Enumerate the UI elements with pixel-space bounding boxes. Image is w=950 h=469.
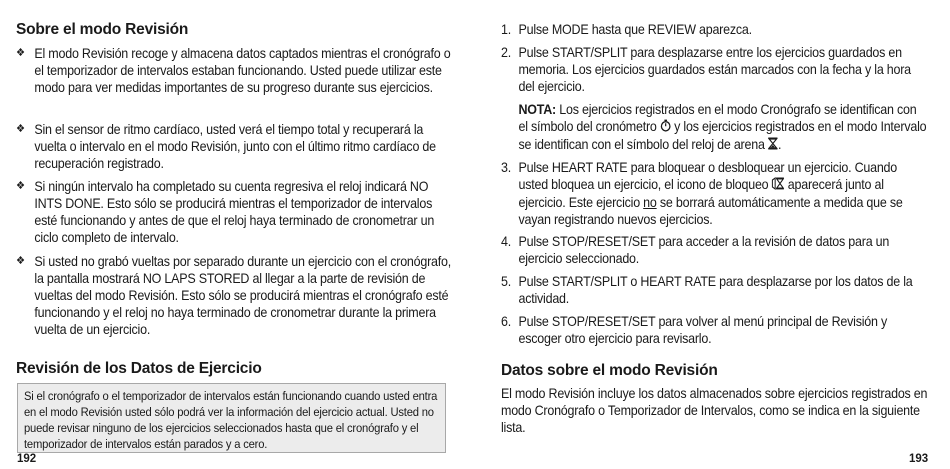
heading-exercise-data-review: Revisión de los Datos de Ejercicio [16, 360, 262, 377]
note-text [518, 101, 927, 154]
heading-about-review-mode: Sobre el modo Revisión [16, 21, 189, 38]
step-number: 2. [501, 45, 511, 60]
page-number: 193 [909, 453, 929, 465]
step-text [518, 159, 927, 228]
hourglass-icon [768, 137, 778, 154]
right-page [475, 0, 950, 469]
bullet-text: Si ningún intervalo ha completado su cuenta regresiva el reloj indicará NO INTS DONE. Esto sólo se producirá mientras el temporizador de intervalos esté funcionando y antes de que el reloj haya terminado de cronometrar un ciclo completo de intervalo. [34, 179, 435, 245]
step-text: Pulse START/SPLIT para desplazarse entre los ejercicios guardados en memoria. Los ejercicios guardados están marcados con la fecha y la hora del ejercicio. [518, 45, 911, 94]
step-text: Pulse STOP/RESET/SET para acceder a la revisión de datos para un ejercicio seleccionado. [518, 234, 890, 266]
stopwatch-icon [660, 119, 671, 136]
note-label: NOTA: [518, 102, 556, 117]
note-text-a: Los ejercicios registrados en el modo Cronógrafo se identifican con el símbolo del cronómetro [518, 102, 917, 134]
bullet-text: El modo Revisión recoge y almacena datos captados mientras el cronógrafo o el temporizador de intervalos estaban funcionando. Usted puede utilizar este modo para ver medidas importantes de su progreso durante sus ejercicios. [34, 46, 451, 95]
note-box [17, 383, 446, 453]
bullet-text: Si usted no grabó vueltas por separado durante un ejercicio con el cronógrafo, la pantalla mostrará NO LAPS STORED al llegar a la parte de revisión de vueltas del modo Revisión. Esto sólo se producirá mientras el cronógrafo esté funcionando y el reloj no haya terminado de cronometrar durante la primera vuelta de un ejercicio. [34, 254, 451, 337]
page-number: 192 [17, 453, 37, 465]
diamond-bullet-icon: ❖ [16, 47, 25, 59]
diamond-bullet-icon: ❖ [16, 123, 25, 135]
step-text-c: se borrará automáticamente a medida que se vayan registrando nuevos ejercicios. [518, 195, 903, 227]
note-text-c: . [778, 137, 782, 152]
intro-paragraph: El modo Revisión incluye los datos almacenados sobre ejercicios registrados en modo Cronógrafo o Temporizador de Intervalos, como se indica en la siguiente lista. [501, 386, 928, 435]
step-number: 3. [501, 160, 511, 175]
step-number: 4. [501, 234, 511, 249]
lock-hourglass-icon [772, 177, 785, 194]
step-text-underlined: no [643, 195, 657, 210]
step-text-b: aparecerá junto al ejercicio. Este ejercicio [518, 177, 884, 210]
step-number: 6. [501, 314, 511, 329]
note-box-text: Si el cronógrafo o el temporizador de intervalos están funcionando cuando usted entra en el modo Revisión usted sólo podrá ver la información del ejercicio actual. Usted no puede revisar ninguno de los ejercicios seleccionados hasta que el cronógrafo y el temporizador de intervalos están parados y a cero. [24, 389, 438, 451]
heading-data-about-review-mode: Datos sobre el modo Revisión [501, 362, 718, 379]
step-text: Pulse STOP/RESET/SET para volver al menú principal de Revisión y escoger otro ejercicio para revisarlo. [518, 314, 887, 346]
step-number: 1. [501, 22, 511, 37]
step-text: Pulse MODE hasta que REVIEW aparezca. [518, 22, 752, 37]
step-text: Pulse START/SPLIT o HEART RATE para desplazarse por los datos de la actividad. [518, 274, 913, 306]
diamond-bullet-icon: ❖ [16, 255, 25, 267]
step-number: 5. [501, 274, 511, 289]
step-text-a: Pulse HEART RATE para bloquear o desbloquear un ejercicio. Cuando usted bloquea un ejercicio, el icono de bloqueo [518, 160, 898, 192]
note-text-b: y los ejercicios registrados en el modo Intervalo se identifican con el símbolo del reloj de arena [518, 119, 927, 152]
diamond-bullet-icon: ❖ [16, 180, 25, 192]
bullet-text: Sin el sensor de ritmo cardíaco, usted verá el tiempo total y recuperará la vuelta o intervalo en el modo Revisión, junto con el último ritmo cardíaco de recuperación registrado. [34, 122, 436, 171]
